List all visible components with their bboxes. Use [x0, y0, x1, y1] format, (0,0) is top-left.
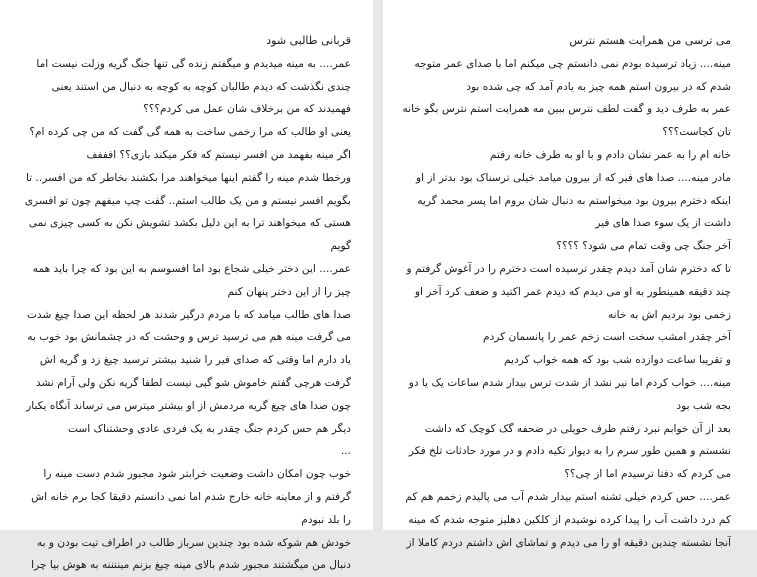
- text-line: گرفت هرچی گفتم خاموش شو گپی نیست لطفا گریه نکن ولی آرام نشد: [35, 376, 351, 389]
- text-line: فهمیدند که من برخلاف شان عمل می کردم؟؟؟: [143, 103, 351, 116]
- text-line: چیز را از این دختر پنهان کنم: [227, 285, 351, 298]
- text-line: عمر به طرف دید و گفت لطف نترس ببین مه همرایت استم نترس بگو خانه: [402, 103, 731, 116]
- text-line: بعد از آن خوابم نبرد رفتم طرف حویلی در ضحفه گک کوچک که داشت: [424, 422, 731, 435]
- text-line: دیگر هم حس کردم جنگ چقدر به یک فردی عادی وحشتناک است: [67, 422, 351, 435]
- text-line: داشت از یک سوء صدا های فیر: [595, 217, 731, 230]
- text-line: عمر.... به مینه میدیدم و میگفتم زنده گی تنها جنگ گریه وزلت نیست اما: [36, 57, 351, 70]
- text-line: خوب چون امکان داشت وضعیت خرابتر شود مجبور شدم دست مینه را: [43, 468, 351, 481]
- right-page-body: [402, 53, 731, 555]
- text-line: صدا های طالب میامد که با مردم درگیر شدند هر لحظه این صدا چیغ شدت: [26, 308, 351, 321]
- text-line: می گرفت مینه هم می ترسید ترس و وحشت که در چشمانش بود خوب به: [27, 331, 351, 344]
- text-line: خودش هم شوکه شده بود چندین سرباز طالب در اطراف تیت بودن و به: [36, 536, 351, 549]
- text-line: یعنی او طالب که مرا زخمی ساخت به همه گی گفت که من چی کرده ام؟: [29, 126, 351, 139]
- text-line: چندی نگذشت که دیدم طالبان کوچه به کوچه به دنبال من استند یعنی: [51, 80, 351, 93]
- text-line: ...: [340, 445, 351, 458]
- text-line: مادر مینه.... صدا های فیر که از بیرون میامد خیلی ترسناک بود بدتر از او: [415, 171, 731, 184]
- left-page-title: قربانی طالبی شود: [266, 34, 351, 47]
- text-line: اگر مینه بفهمد من افسر نیستم که فکر میکند بازی؟؟ افففف: [86, 148, 351, 161]
- text-line: می کردم که دفتا ترسیدم اما از چی؟؟: [564, 468, 731, 481]
- text-line: شدم که در بیرون استم همه چیز به یادم آمد که چی شده بود: [466, 80, 731, 93]
- text-line: خانه ام را به عمر نشان دادم و با او به طرف خانه رفتم: [489, 148, 731, 161]
- text-line: دنبال من میگشتند مجبور شدم بالای مینه چیغ بزنم میننننه به هوش بیا چرا: [31, 559, 351, 572]
- text-line: عمر.... این دختر خیلی شجاع بود اما افسوسم به این بود که چرا باید همه: [32, 262, 351, 275]
- text-line: آخر جنگ چی وقت تمام می شود؟ ؟؟؟؟: [556, 240, 731, 253]
- text-line: بگویم افسر نیستم و من یک طالب استم.. گفت چپ میفهم چون تو افسری: [24, 194, 351, 207]
- text-line: آخر چقدر امشب سخت است زخم عمر را پانسمان کردم: [483, 331, 731, 344]
- left-page-body: [26, 53, 351, 577]
- text-line: نشستم و همین طور سرم را به دیوار تکیه دادم و در مورد حادثات تلخ فکر: [408, 445, 731, 458]
- text-line: گویم: [330, 240, 351, 253]
- text-line: هستی که میخواهند ترا به این دلیل بکشد تشویش نکن به کسی چیزی نمی: [28, 217, 351, 230]
- text-line: زخمی بود بردیم اش به خانه: [607, 308, 731, 321]
- text-line: مینه.... خواب کردم اما نیر نشد از شدت ترس بیدار شدم ساعات یک یا دو: [408, 376, 731, 389]
- text-line: گرفتم و از معاینه خانه خارج شدم اما نمی دانستم دقیقا کجا برم خانه اش: [31, 490, 351, 503]
- text-line: یاد دارم اما وقتی که صدای فیر را شنید بیشتر ترسید چیغ زد و گریه اش: [39, 354, 351, 367]
- text-line: اینکه دخترم بیرون بود میخواستم به دنبال شان بروم اما پسر محمد گریه: [417, 194, 731, 207]
- text-line: چون صدا های چیغ گریه مردمش از او بیشتر میترس می ترساند آنگاه یکبار: [26, 399, 351, 412]
- text-line: کم درد داشت آب را پیدا کرده نوشیدم از کلکین دهلیز متوجه شدم که مینه: [408, 513, 731, 526]
- text-line: تا که دخترم شان آمد دیدم چقدر ترسیده است دخترم را در آغوش گرفتم و: [406, 262, 731, 275]
- text-line: را بلد نبودم: [301, 513, 351, 526]
- text-line: آنجا نشسته چندین دقیقه او را می دیدم و تماشای اش داشتم دردم کاملا از: [406, 536, 731, 549]
- right-page-title: می ترسی من همرایت هستم نترس: [569, 34, 731, 47]
- text-line: بجه شب بود: [676, 399, 731, 412]
- text-line: تان کجاست؟؟؟: [662, 126, 731, 139]
- text-line: مینه.... زیاد ترسیده بودم نمی دانستم چی میکنم اما با صدای عمر متوجه: [414, 57, 731, 70]
- left-page: [0, 0, 373, 572]
- text-line: چند دقیقه همینطور به او می دیدم که دیدم عمر اکتید و ضعف کرد آخر او: [414, 285, 731, 298]
- text-line: ورخطا شدم مینه را گفتم اینها میخواهند مرا بکشند بخاطر که من افسر.. تا: [25, 171, 351, 184]
- right-page: [383, 0, 757, 549]
- text-line: عمر.... حس کردم خیلی تشنه استم بیدار شدم آب می پالیدم زخمم هم کم: [405, 490, 731, 503]
- text-line: و تقریبا ساعت دوازده شب بود که همه خواب کردیم: [503, 354, 731, 367]
